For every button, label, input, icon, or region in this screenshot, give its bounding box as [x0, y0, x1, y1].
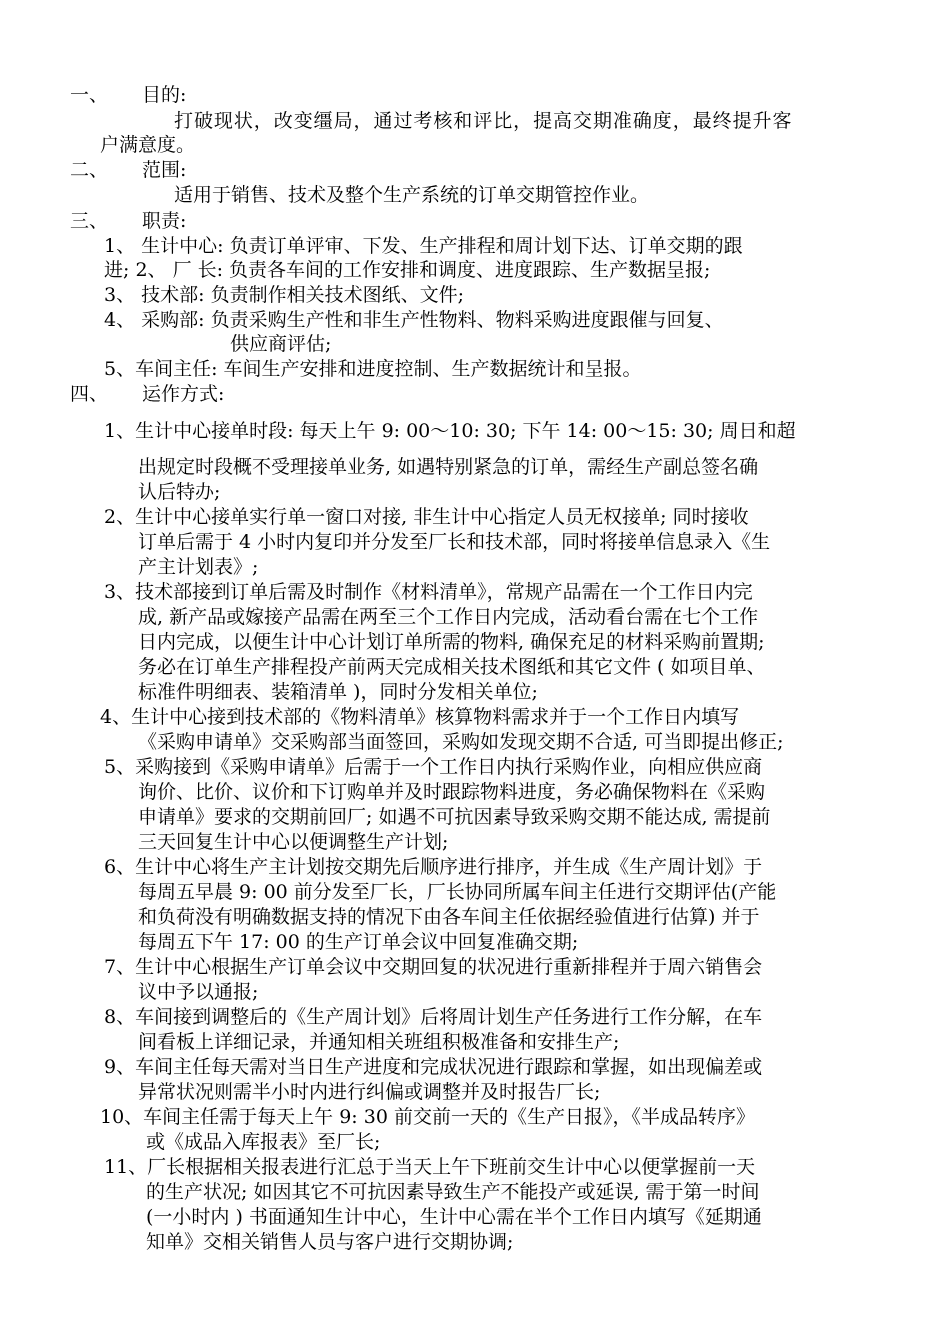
procedure-line: 每周五早晨 9: 00 前分发至厂长，厂长协同所属车间主任进行交期评估(产能	[138, 881, 777, 903]
section-number: 三、	[70, 210, 109, 232]
responsibility-line: 1、 生计中心: 负责订单评审、下发、生产排程和周计划下达、订单交期的跟	[104, 235, 743, 257]
section-number: 二、	[70, 159, 109, 181]
procedure-line: 6、生计中心将生产主计划按交期先后顺序进行排序，并生成《生产周计划》于	[104, 856, 763, 878]
section-number: 一、	[70, 84, 109, 106]
procedure-line: 的生产状况; 如因其它不可抗因素导致生产不能投产或延误, 需于第一时间	[146, 1181, 760, 1203]
procedure-line: 出规定时段概不受理接单业务, 如遇特别紧急的订单，需经生产副总签名确	[138, 456, 759, 478]
responsibility-line: 5、车间主任: 车间生产安排和进度控制、生产数据统计和呈报。	[104, 358, 642, 380]
section-heading-1	[70, 82, 186, 108]
procedure-line: 4、生计中心接到技术部的《物料清单》核算物料需求并于一个工作日内填写	[100, 706, 740, 728]
procedure-line: 7、生计中心根据生产订单会议中交期回复的状况进行重新排程并于周六销售会	[104, 956, 763, 978]
section-heading-3	[70, 208, 186, 234]
procedure-line: 《采购申请单》交采购部当面签回，采购如发现交期不合适, 可当即提出修正;	[138, 731, 784, 753]
section-number: 四、	[70, 383, 109, 405]
procedure-line: 10、车间主任需于每天上午 9: 30 前交前一天的《生产日报》，《半成品转序》	[100, 1106, 755, 1128]
procedure-line: 询价、比价、议价和下订购单并及时跟踪物料进度，务必确保物料在《采购	[138, 781, 766, 803]
procedure-line: 1、生计中心接单时段: 每天上午 9: 00～10: 30; 下午 14: 00～15: 30; 周日和超	[104, 420, 796, 442]
responsibility-line: 进; 2、 厂 长: 负责各车间的工作安排和调度、进度跟踪、生产数据呈报;	[104, 259, 711, 281]
procedure-line: 9、车间主任每天需对当日生产进度和完成状况进行跟踪和掌握，如出现偏差或	[104, 1056, 763, 1078]
procedure-line: 11、厂长根据相关报表进行汇总于当天上午下班前交生计中心以便掌握前一天	[104, 1156, 756, 1178]
procedure-line: 申请单》要求的交期前回厂; 如遇不可抗因素导致采购交期不能达成, 需提前	[138, 806, 771, 828]
procedure-line: 每周五下午 17: 00 的生产订单会议中回复准确交期;	[138, 931, 579, 953]
procedure-line: 异常状况则需半小时内进行纠偏或调整并及时报告厂长;	[138, 1081, 601, 1103]
section-title: 职责:	[142, 210, 187, 232]
section-title: 范围:	[142, 159, 187, 181]
section-title: 运作方式:	[142, 383, 225, 405]
section-heading-4	[70, 381, 224, 407]
procedure-line: 和负荷没有明确数据支持的情况下由各车间主任依据经验值进行估算) 并于	[138, 906, 760, 928]
procedure-line: 日内完成，以便生计中心计划订单所需的物料, 确保充足的材料采购前置期;	[138, 631, 765, 653]
responsibility-line: 4、 采购部: 负责采购生产性和非生产性物料、物料采购进度跟催与回复、	[104, 309, 724, 331]
procedure-line: 订单后需于 4 小时内复印并分发至厂长和技术部，同时将接单信息录入《生	[138, 531, 771, 553]
procedure-line: 知单》交相关销售人员与客户进行交期协调;	[146, 1231, 514, 1253]
procedure-line: 产主计划表》;	[138, 556, 259, 578]
responsibility-line: 3、 技术部: 负责制作相关技术图纸、文件;	[104, 284, 464, 306]
paragraph-line: 适用于销售、技术及整个生产系统的订单交期管控作业。	[174, 184, 650, 206]
section-title: 目的:	[142, 84, 187, 106]
responsibility-line: 供应商评估;	[230, 333, 332, 355]
procedure-line: 2、生计中心接单实行单一窗口对接, 非生计中心指定人员无权接单; 同时接收	[104, 506, 749, 528]
section-heading-2	[70, 157, 186, 183]
paragraph-line: 打破现状，改变缰局，通过考核和评比，提高交期准确度，最终提升客	[174, 110, 793, 132]
procedure-line: (一小时内 ) 书面通知生计中心，生计中心需在半个工作日内填写《延期通	[146, 1206, 762, 1228]
procedure-line: 三天回复生计中心以便调整生产计划;	[138, 831, 449, 853]
procedure-line: 议中予以通报;	[138, 981, 259, 1003]
procedure-line: 8、车间接到调整后的《生产周计划》后将周计划生产任务进行工作分解，在车	[104, 1006, 763, 1028]
paragraph-line: 户满意度。	[100, 134, 196, 156]
procedure-line: 认后特办;	[138, 481, 221, 503]
procedure-line: 或《成品入库报表》至厂长;	[146, 1131, 381, 1153]
procedure-line: 标准件明细表、装箱清单 )，同时分发相关单位;	[138, 681, 538, 703]
procedure-line: 间看板上详细记录，并通知相关班组积极准备和安排生产;	[138, 1031, 620, 1053]
procedure-line: 成, 新产品或嫁接产品需在两至三个工作日内完成，活动看台需在七个工作	[138, 606, 759, 628]
procedure-line: 5、采购接到《采购申请单》后需于一个工作日内执行采购作业，向相应供应商	[104, 756, 763, 778]
procedure-line: 务必在订单生产排程投产前两天完成相关技术图纸和其它文件 ( 如项目单、	[138, 656, 766, 678]
procedure-line: 3、技术部接到订单后需及时制作《材料清单》，常规产品需在一个工作日内完	[104, 581, 753, 603]
